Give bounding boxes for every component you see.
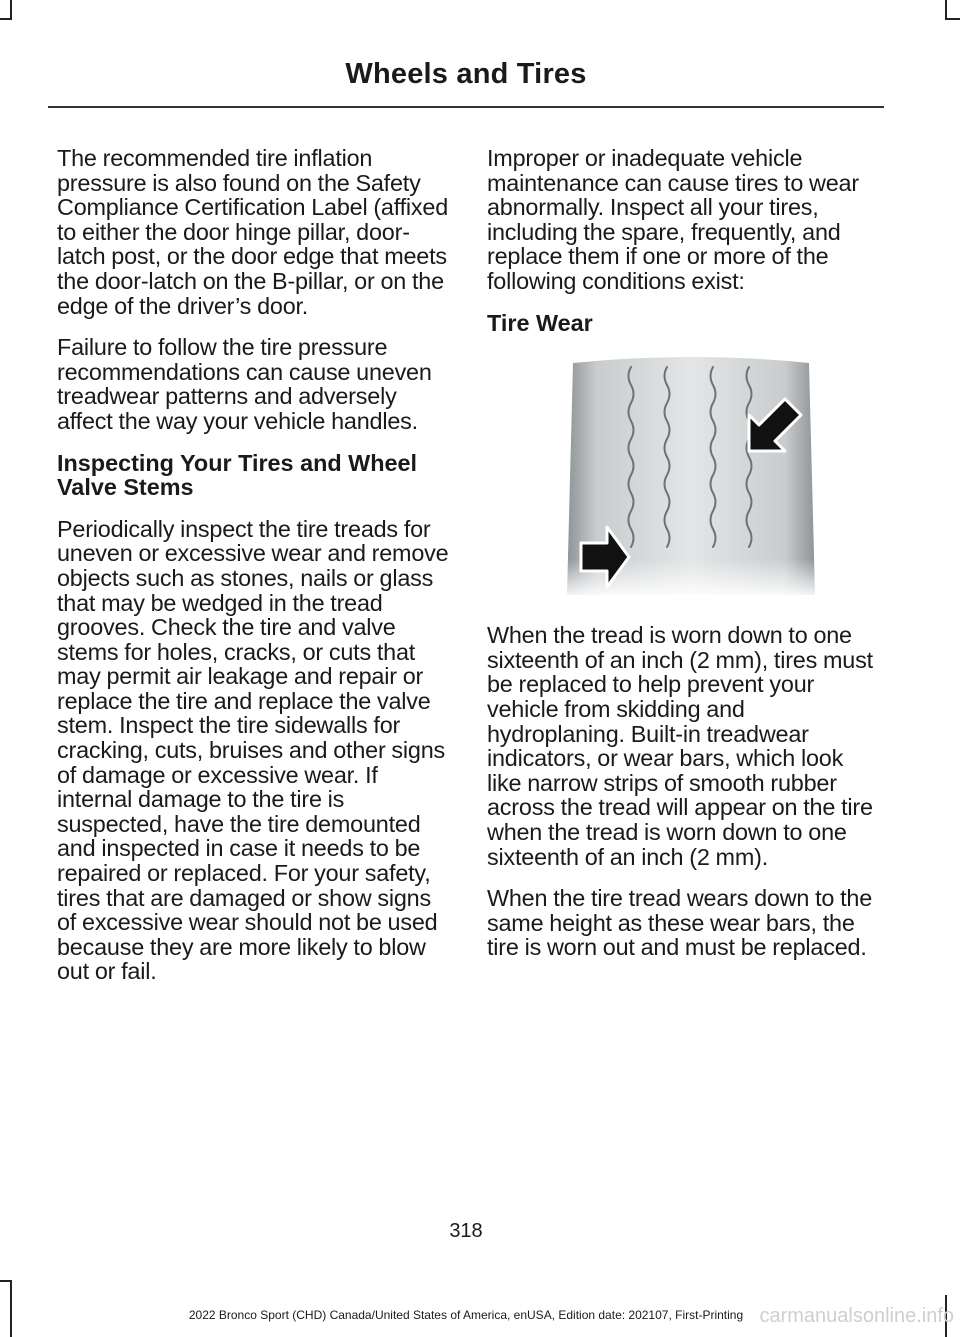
header-divider: [48, 106, 884, 108]
left-column: [57, 146, 449, 1001]
crop-mark: [10, 0, 12, 20]
crop-mark: [0, 18, 12, 20]
edition-note: 2022 Bronco Sport (CHD) Canada/United States of America, enUSA, Edition date: 202107, First-Printing: [188, 1308, 744, 1322]
tire-wear-heading: Tire Wear: [487, 309, 593, 336]
watermark: carmanualsonline.info: [759, 1305, 954, 1327]
inflation-label-paragraph: The recommended tire inflation pressure is also found on the Safety Compliance Certification Label (affixed to either the door hinge pillar, door-latch post, or the door edge that meets the door-latch on the B-pillar, or on the edge of the driver’s door.: [57, 145, 449, 319]
crop-mark: [945, 0, 947, 20]
wear-bars-paragraph: When the tire tread wears down to the same height as these wear bars, the tire is worn out and must be replaced.: [487, 885, 873, 961]
crop-mark: [945, 18, 960, 20]
maintenance-paragraph: Improper or inadequate vehicle maintenance can cause tires to wear abnormally. Inspect all your tires, including the spare, frequently, and replace them if one or more of the following conditions exist:: [487, 145, 859, 294]
page-title: Wheels and Tires: [345, 58, 587, 90]
crop-mark: [0, 1280, 12, 1282]
tread-depth-paragraph: When the tread is worn down to one sixteenth of an inch (2 mm), tires must be replaced to help prevent your vehicle from skidding and hydroplaning. Built-in treadwear indicators, or wear bars, which look like narrow strips of smooth rubber across the tread will appear on the tire when the tread is worn down to one sixteenth of an inch (2 mm).: [487, 622, 873, 870]
tire-tread-icon: [563, 355, 819, 595]
right-column: [487, 146, 882, 977]
inspecting-heading: Inspecting Your Tires and Wheel Valve Stems: [57, 449, 418, 501]
inspection-paragraph: Periodically inspect the tire treads for uneven or excessive wear and remove objects such as stones, nails or glass that may be wedged in the tread grooves. Check the tire and valve stems for holes, cracks, or cuts that may permit air leakage and repair or replace the tire and replace the valve stem. Inspect the tire sidewalls for cracking, cuts, bruises and other signs of damage or excessive wear. If internal damage to the tire is suspected, have the tire demounted and inspected in case it needs to be repaired or replaced. For your safety, tires that are damaged or show signs of excessive wear should not be used because they are more likely to blow out or fail.: [57, 515, 449, 985]
page-number: 318: [449, 1220, 483, 1242]
pressure-warning-paragraph: Failure to follow the tire pressure recommendations can cause uneven treadwear patterns and adversely affect the way your vehicle handles.: [57, 334, 432, 434]
tire-tread-wear-bars-illustration: [563, 355, 819, 595]
